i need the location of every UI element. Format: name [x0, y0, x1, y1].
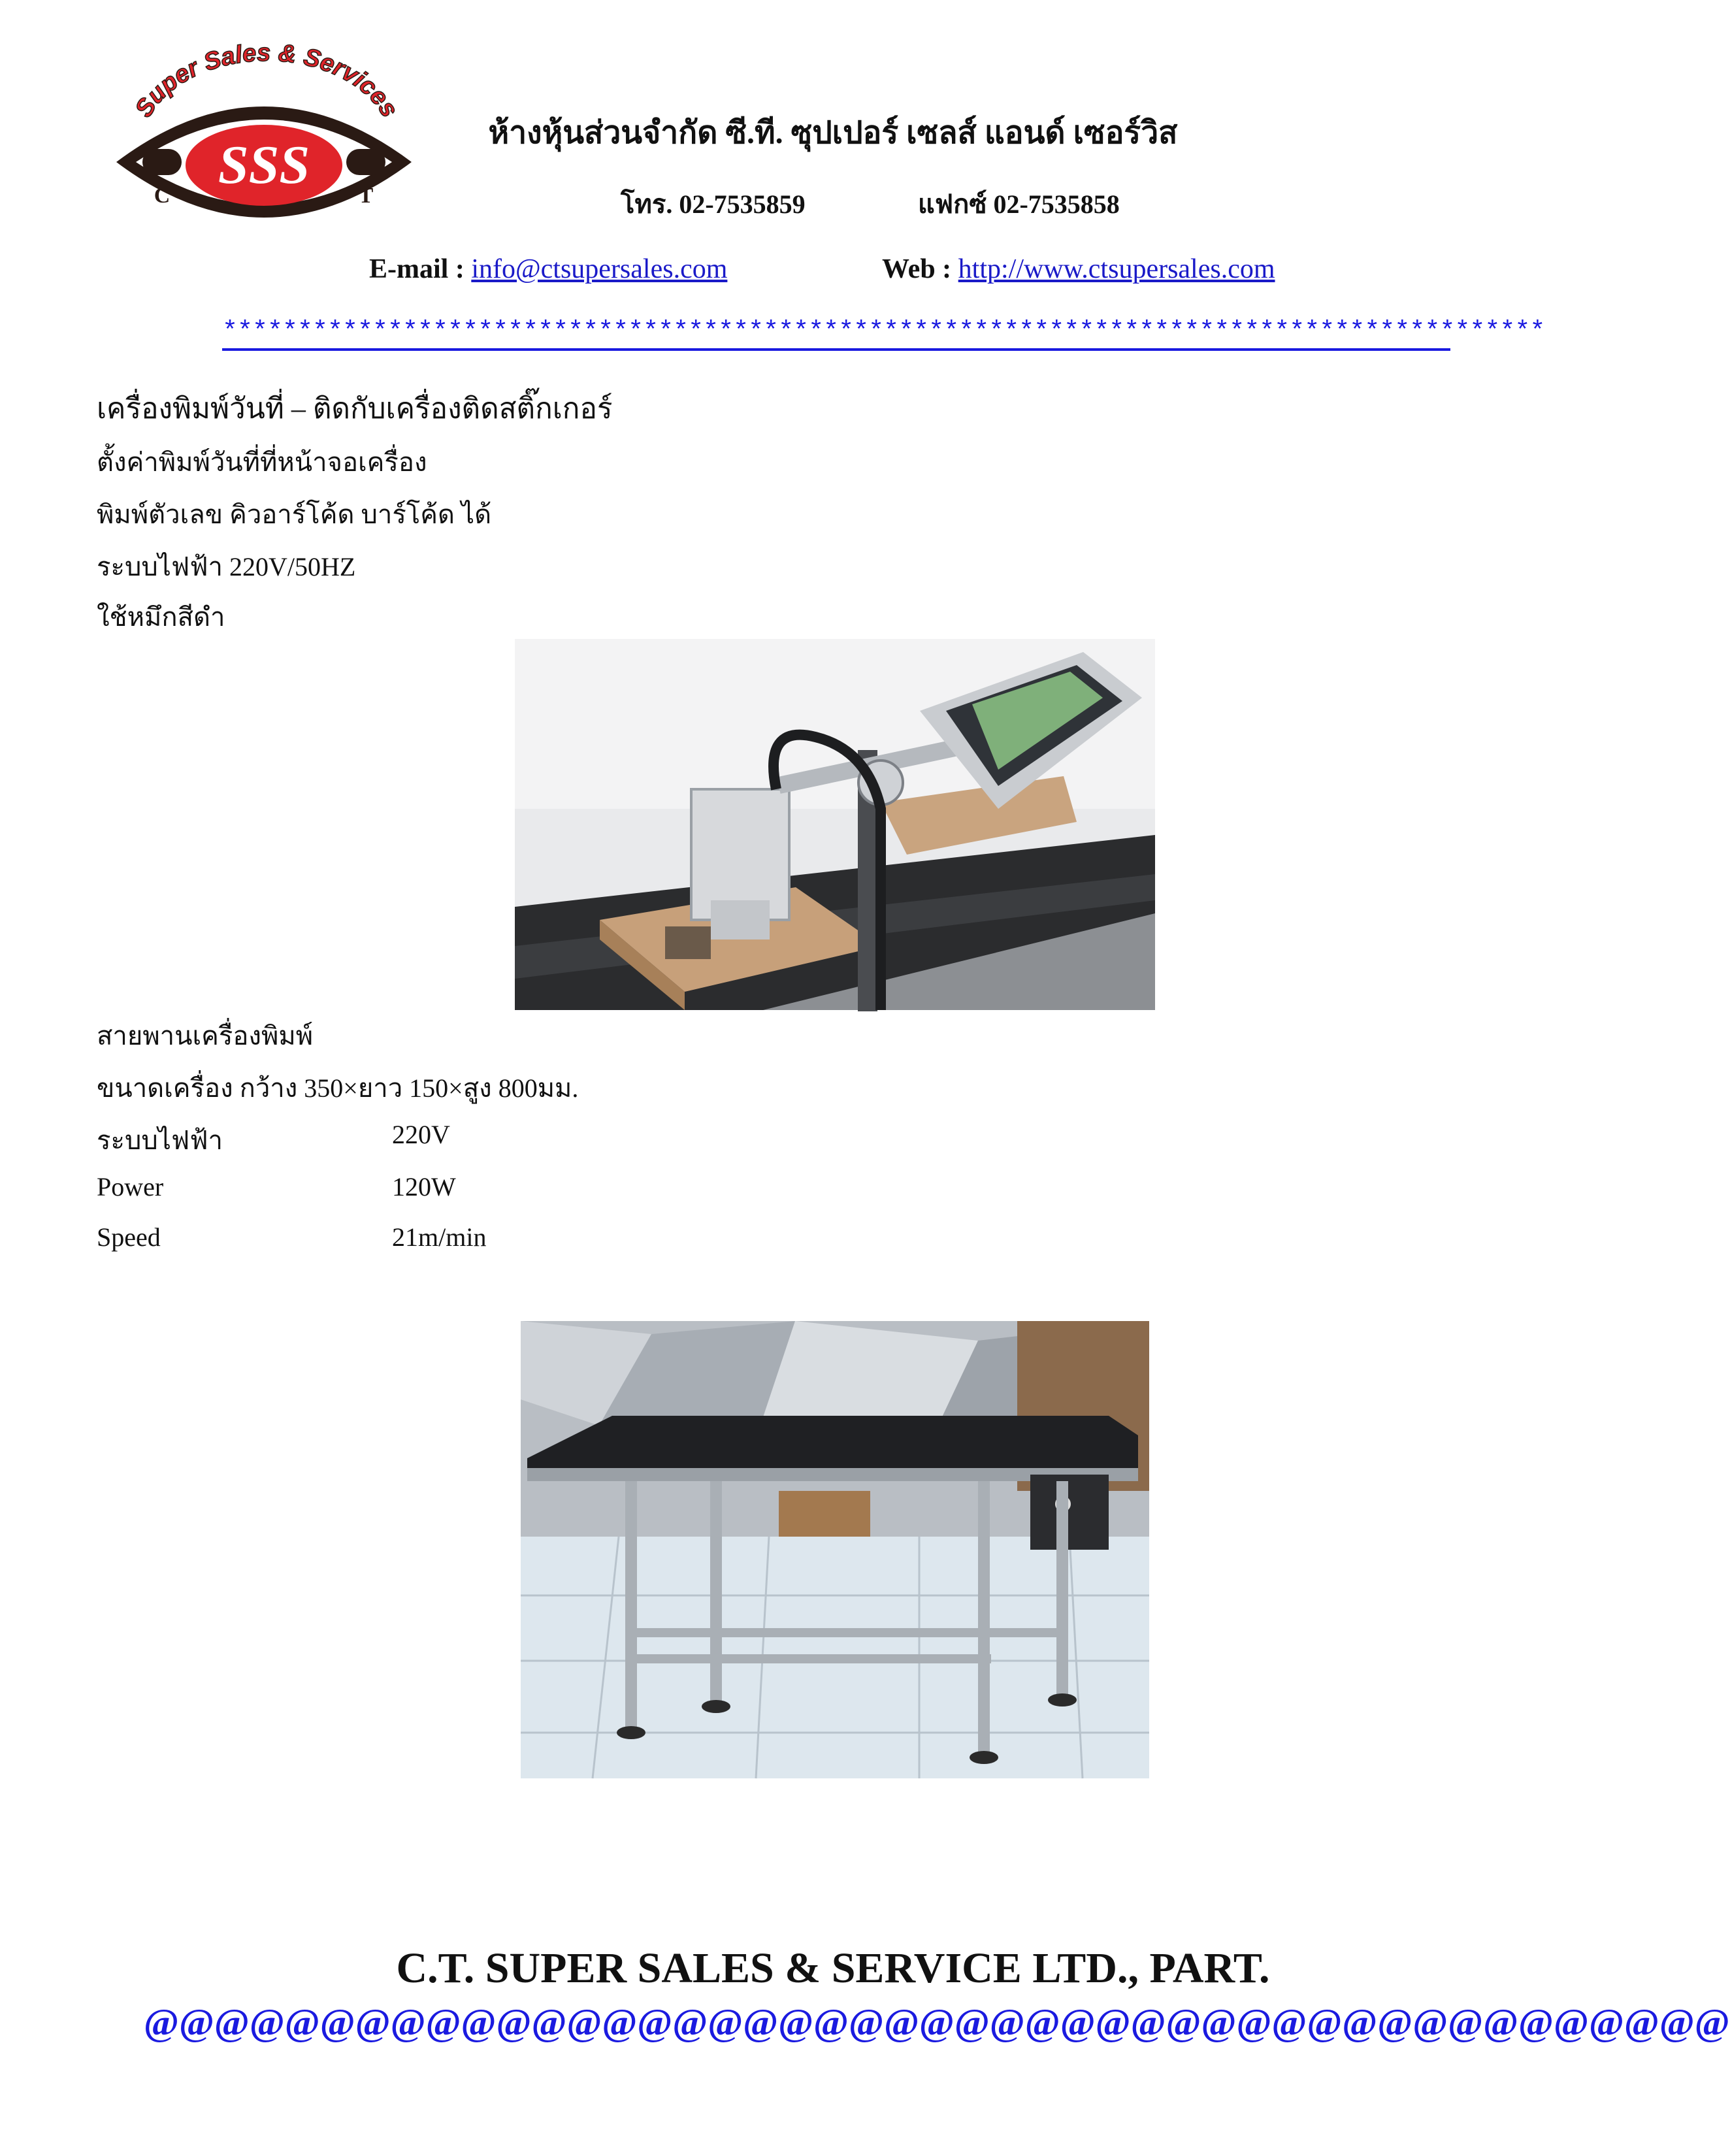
product1-line: ใช้หมึกสีดำ [97, 602, 225, 632]
logo-right-letter: T [358, 184, 374, 208]
at-divider: @@@@@@@@@@@@@@@@@@@@@@@@@@@@@@@@@@@@@@@@@@@@@ [144, 2001, 1730, 2044]
product1-line: ระบบไฟฟ้า 220V/50HZ [97, 552, 356, 581]
star-divider: **************************************************************************************** [222, 318, 1545, 347]
divider-rule [222, 348, 1450, 351]
company-name-thai: ห้างหุ้นส่วนจำกัด ซี.ที. ซุปเปอร์ เซลส์ แอนด์ เซอร์วิส [488, 116, 1178, 150]
email-line [369, 253, 727, 285]
spec-value: 220V [392, 1120, 450, 1149]
logo-letters: SSS [218, 135, 310, 195]
phone-number: โทร. 02-7535859 [621, 189, 806, 219]
logo-left-letter: C [154, 184, 171, 208]
web-line [882, 253, 1275, 285]
product1-line: พิมพ์ตัวเลข คิวอาร์โค้ด บาร์โค้ด ได้ [97, 500, 492, 529]
product1-line: ตั้งค่าพิมพ์วันที่ที่หน้าจอเครื่อง [97, 448, 427, 477]
conveyor-photo [521, 1321, 1149, 1778]
web-link[interactable]: http://www.ctsupersales.com [958, 254, 1275, 284]
spec-value: 120W [392, 1172, 456, 1201]
product2-title: สายพานเครื่องพิมพ์ [97, 1021, 314, 1051]
spec-label: Speed [97, 1222, 161, 1252]
spec-value: 21m/min [392, 1222, 487, 1252]
company-logo [97, 31, 431, 267]
product2-size: ขนาดเครื่อง กว้าง 350×ยาว 150×สูง 800มม. [97, 1073, 579, 1103]
fax-number: แฟกซ์ 02-7535858 [918, 189, 1120, 219]
date-printer-photo [515, 639, 1155, 1010]
company-name-english: C.T. SUPER SALES & SERVICE LTD., PART. [396, 1944, 1270, 1992]
web-label: Web : [882, 254, 952, 284]
product1-title: เครื่องพิมพ์วันที่ – ติดกับเครื่องติดสติ๊กเกอร์ [97, 393, 613, 425]
spec-label: Power [97, 1172, 164, 1201]
logo-arc-text: Super Sales & Services [130, 39, 404, 122]
spec-label: ระบบไฟฟ้า [97, 1126, 223, 1155]
email-link[interactable]: info@ctsupersales.com [471, 254, 728, 284]
email-label: E-mail : [369, 254, 465, 284]
